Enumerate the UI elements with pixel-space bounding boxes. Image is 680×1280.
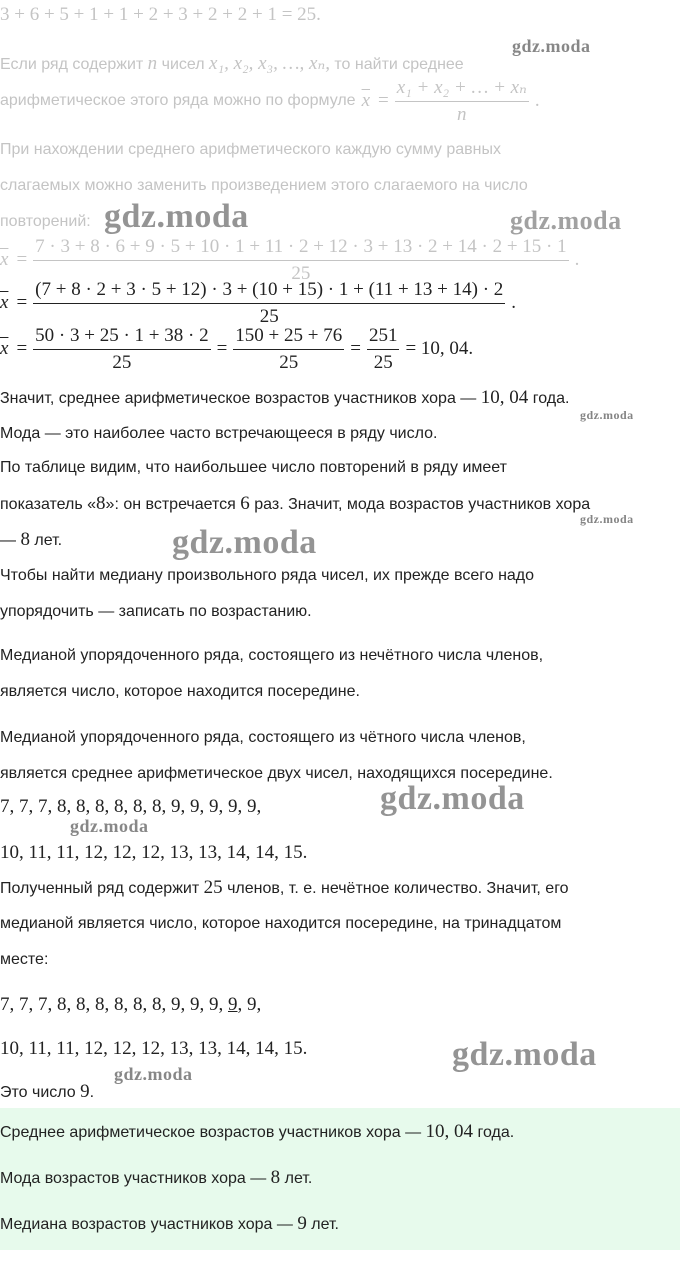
sorted-row-3	[0, 994, 261, 1016]
hint-line-1: При нахождении среднего арифметического каждую сумму равных	[0, 141, 501, 158]
calc-step-3-denominator-c: 25	[373, 351, 393, 373]
hint-line-2: слагаемых можно заменить произведением этого слагаемого на число	[0, 177, 528, 194]
watermark-logo: gdz.moda	[380, 780, 525, 817]
median-intro-2: упорядочить — записать по возрастанию.	[0, 603, 312, 620]
calc-step-3-fraction-c	[367, 325, 400, 374]
calc-step-3-fraction-a	[33, 325, 210, 374]
median-count-b: членов, т. е. нечётное количество. Значит, его	[227, 880, 569, 897]
watermark-logo: gdz.moda	[172, 524, 317, 561]
mode-line-3-value: 8	[20, 529, 30, 550]
calc-xbar-3: $\overline{x}$	[0, 338, 9, 359]
mode-line-2-value: 8	[96, 493, 106, 514]
formula-xbar: $\overline{x}$	[361, 90, 371, 111]
mode-line-2-count: 6	[240, 493, 250, 514]
calc-step-3-result: = 10, 04.	[405, 338, 474, 359]
sorted-row-3-a: 7, 7, 7, 8, 8, 8, 8, 8, 8, 9, 9, 9,	[0, 994, 224, 1015]
calc-step-2-denominator: 25	[259, 305, 279, 327]
calc-step-2-fraction	[33, 279, 505, 328]
series-vars: x₁, x₂, x₃, …, xₙ,	[209, 53, 330, 74]
mode-line-1: По таблице видим, что наибольшее число повторений в ряду имеет	[0, 459, 507, 476]
answer-mean-value: 10, 04	[425, 1121, 474, 1142]
answer-median-value: 9	[297, 1213, 307, 1234]
answer-mean	[0, 1122, 514, 1143]
calc-step-1-denominator: 25	[291, 262, 311, 284]
answer-median-unit: лет.	[311, 1216, 339, 1233]
watermark-logo: gdz.moda	[510, 206, 622, 235]
mode-line-3-dash: —	[0, 532, 16, 549]
median-underlined-value: 9	[228, 994, 238, 1015]
mean-formula-line	[0, 78, 540, 124]
calc-eq-3c: =	[350, 338, 361, 359]
answer-block	[0, 1108, 680, 1250]
calc-step-3-denominator-b: 25	[279, 351, 299, 373]
formula-denominator: n	[457, 103, 467, 125]
median-odd-2: является число, которое находится посередине.	[0, 683, 360, 700]
median-count-line-2: медианой является число, которое находится посередине, на тринадцатом	[0, 915, 562, 932]
sum-line: 3 + 6 + 5 + 1 + 1 + 2 + 3 + 2 + 2 + 1 = 25.	[0, 4, 321, 25]
mode-line-3-unit: лет.	[34, 532, 63, 549]
watermark-logo: gdz.moda	[104, 198, 249, 235]
median-even-2: является среднее арифметическое двух чисел, находящихся посередине.	[0, 765, 553, 782]
answer-median-text: Медиана возрастов участников хора —	[0, 1216, 293, 1233]
watermark-logo: gdz.moda	[70, 816, 149, 836]
mean-conclusion-value: 10, 04	[480, 387, 529, 408]
calc-step-3	[0, 324, 473, 374]
calc-step-3-numerator-c: 251	[367, 325, 400, 350]
median-count-a: Полученный ряд содержит	[0, 880, 200, 897]
mean-conclusion	[0, 388, 569, 409]
hint-line-3: повторений:	[0, 213, 91, 230]
mode-line-3	[0, 530, 62, 551]
mode-definition: Мода — это наиболее часто встречающееся в ряду число.	[0, 425, 438, 442]
calc-step-2-end: .	[511, 292, 517, 313]
calc-step-1-end: .	[574, 249, 580, 270]
median-count-value: 25	[203, 877, 223, 898]
calc-step-3-numerator-b: 150 + 25 + 76	[233, 325, 344, 350]
watermark-logo: gdz.moda	[114, 1064, 193, 1084]
answer-median	[0, 1214, 339, 1235]
answer-mode-unit: лет.	[284, 1170, 313, 1187]
series-text-a: Если ряд содержит	[0, 56, 144, 73]
calc-step-2	[0, 278, 516, 328]
calc-eq-3a: =	[16, 338, 28, 359]
calc-eq-3b: =	[216, 338, 228, 359]
calc-xbar-2: $\overline{x}$	[0, 292, 9, 313]
formula-numerator: x₁ + x₂ + … + xₙ	[395, 77, 529, 102]
answer-mode-value: 8	[270, 1167, 281, 1188]
formula-eq: =	[378, 90, 389, 111]
calc-step-1-numerator: 7 · 3 + 8 · 6 + 9 · 5 + 10 · 1 + 11 · 2 + 12 · 3 + 13 · 2 + 14 · 2 + 15 · 1	[33, 236, 568, 261]
answer-mean-unit: года.	[477, 1124, 515, 1141]
calc-step-3-fraction-b	[233, 325, 344, 374]
mean-conclusion-text: Значит, среднее арифметическое возрастов участников хора —	[0, 390, 477, 407]
answer-mode-text: Мода возрастов участников хора —	[0, 1170, 267, 1187]
mean-conclusion-unit: года.	[532, 390, 570, 407]
series-n: n	[147, 53, 158, 74]
median-result	[0, 1082, 94, 1103]
calc-step-3-denominator-a: 25	[112, 351, 132, 373]
watermark-logo: gdz.moda	[452, 1036, 597, 1073]
calc-xbar-1: $\overline{x}$	[0, 249, 9, 270]
series-text-c: то найти среднее	[334, 56, 464, 73]
mode-line-2	[0, 494, 590, 515]
median-count-line	[0, 878, 569, 899]
median-result-a: Это число	[0, 1084, 76, 1101]
formula-end: .	[534, 90, 540, 111]
median-count-line-3: месте:	[0, 951, 49, 968]
mode-line-2-a: показатель «	[0, 496, 97, 513]
series-definition	[0, 54, 464, 75]
median-odd-1: Медианой упорядоченного ряда, состоящего из нечётного числа членов,	[0, 647, 544, 664]
answer-mean-text: Среднее арифметическое возрастов участников хора —	[0, 1124, 422, 1141]
calc-step-2-numerator: (7 + 8 · 2 + 3 · 5 + 12) · 3 + (10 + 15) · 1 + (11 + 13 + 14) · 2	[33, 279, 505, 304]
mode-line-2-c: раз. Значит, мода возрастов участников хора	[254, 496, 591, 513]
watermark-logo: gdz.moda	[580, 512, 634, 526]
calc-step-1	[0, 236, 579, 284]
formula-text: арифметическое этого ряда можно по формуле	[0, 92, 356, 109]
watermark-logo: gdz.moda	[580, 408, 634, 422]
sorted-row-3-b: , 9,	[237, 994, 262, 1015]
answer-mode	[0, 1168, 312, 1189]
calc-eq-1: =	[16, 249, 28, 270]
median-result-b: .	[89, 1084, 95, 1101]
calc-step-3-numerator-a: 50 · 3 + 25 · 1 + 38 · 2	[33, 325, 210, 350]
median-result-value: 9	[80, 1081, 90, 1102]
mode-line-2-b: »: он встречается	[105, 496, 236, 513]
sorted-row-1: 7, 7, 7, 8, 8, 8, 8, 8, 8, 9, 9, 9, 9, 9,	[0, 796, 262, 817]
series-text-b: чисел	[161, 56, 205, 73]
calc-eq-2: =	[16, 292, 28, 313]
median-even-1: Медианой упорядоченного ряда, состоящего из чётного числа членов,	[0, 729, 526, 746]
median-intro-1: Чтобы найти медиану произвольного ряда чисел, их прежде всего надо	[0, 567, 535, 584]
watermark-logo: gdz.moda	[512, 36, 591, 56]
sorted-row-4: 10, 11, 11, 12, 12, 12, 13, 13, 14, 14, 15.	[0, 1038, 308, 1059]
sorted-row-2: 10, 11, 11, 12, 12, 12, 13, 13, 14, 14, 15.	[0, 842, 308, 863]
formula-fraction	[395, 77, 529, 126]
